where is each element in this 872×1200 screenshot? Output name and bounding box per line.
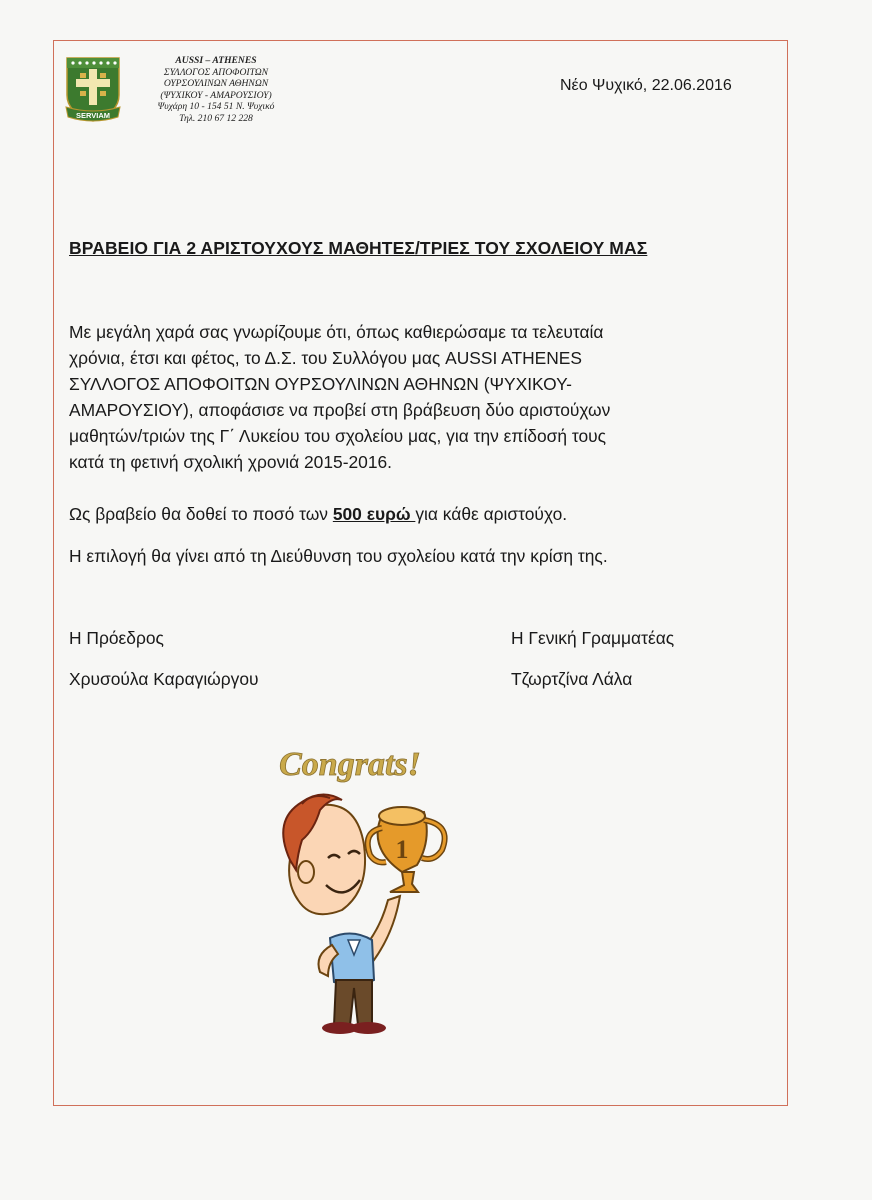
paragraph-line: κατά τη φετινή σχολική χρονιά 2015-2016. [69, 452, 393, 472]
president-name: Χρυσούλα Καραγιώργου [69, 669, 259, 689]
org-name-line: AUSSI – ATHENES [175, 55, 257, 66]
secretary-name: Τζωρτζίνα Λάλα [511, 669, 633, 689]
president-title: Η Πρόεδρος [69, 628, 164, 648]
letter-heading: ΒΡΑΒΕΙΟ ΓΙΑ 2 ΑΡΙΣΤΟΥΧΟΥΣ ΜΑΘΗΤΕΣ/ΤΡΙΕΣ ΤΟΥ ΣΧΟΛΕΙΟΥ ΜΑΣ [69, 238, 648, 258]
crest-motto: SERVIAM [75, 111, 111, 120]
paragraph-selection: Η επιλογή θα γίνει από τη Διεύθυνση του σχολείου κατά την κρίση της. [69, 546, 608, 566]
organization-letterhead [140, 55, 292, 124]
trophy-icon [368, 807, 445, 892]
paragraph-line: ΣΥΛΛΟΓΟΣ ΑΠΟΦΟΙΤΩΝ ΟΥΡΣΟΥΛΙΝΩΝ ΑΘΗΝΩΝ (ΨΥΧΙΚΟΥ- [69, 374, 572, 394]
paragraph-line: Με μεγάλη χαρά σας γνωρίζουμε ότι, όπως καθιερώσαμε τα τελευταία [69, 322, 604, 342]
paragraph-line: μαθητών/τριών της Γ΄ Λυκείου του σχολείου μας, για την επίδοσή τους [69, 426, 607, 446]
trophy-number: 1 [395, 835, 409, 864]
paragraph-line: χρόνια, έτσι και φέτος, το Δ.Σ. του Συλλόγου μας AUSSI ATHENES [69, 348, 583, 368]
paragraph-announcement [69, 319, 759, 475]
org-name-greek-line: ΟΥΡΣΟΥΛΙΝΩΝ ΑΘΗΝΩΝ [163, 78, 269, 89]
letter-date: Νέο Ψυχικό, 22.06.2016 [560, 77, 732, 94]
secretary-title: Η Γενική Γραμματέας [511, 628, 675, 648]
school-crest-logo [64, 55, 122, 123]
org-phone-line: Τηλ. 210 67 12 228 [179, 112, 253, 124]
prize-amount: 500 ευρώ [332, 504, 416, 524]
congrats-text: Congrats! [279, 746, 421, 783]
congrats-illustration [262, 740, 492, 1040]
org-address-line: Ψυχάρη 10 - 154 51 Ν. Ψυχικό [157, 101, 275, 112]
paragraph-prize-amount [69, 504, 567, 525]
prize-text-before: Ως βραβείο θα δοθεί το ποσό των [69, 504, 333, 524]
org-region-line: (ΨΥΧΙΚΟΥ - ΑΜΑΡΟΥΣΙΟΥ) [160, 89, 272, 101]
prize-text-after: για κάθε αριστούχο. [415, 504, 568, 524]
paragraph-line: ΑΜΑΡΟΥΣΙΟΥ), αποφάσισε να προβεί στη βράβευση δύο αριστούχων [69, 400, 611, 420]
org-name-greek-line: ΣΥΛΛΟΓΟΣ ΑΠΟΦΟΙΤΩΝ [163, 66, 269, 78]
